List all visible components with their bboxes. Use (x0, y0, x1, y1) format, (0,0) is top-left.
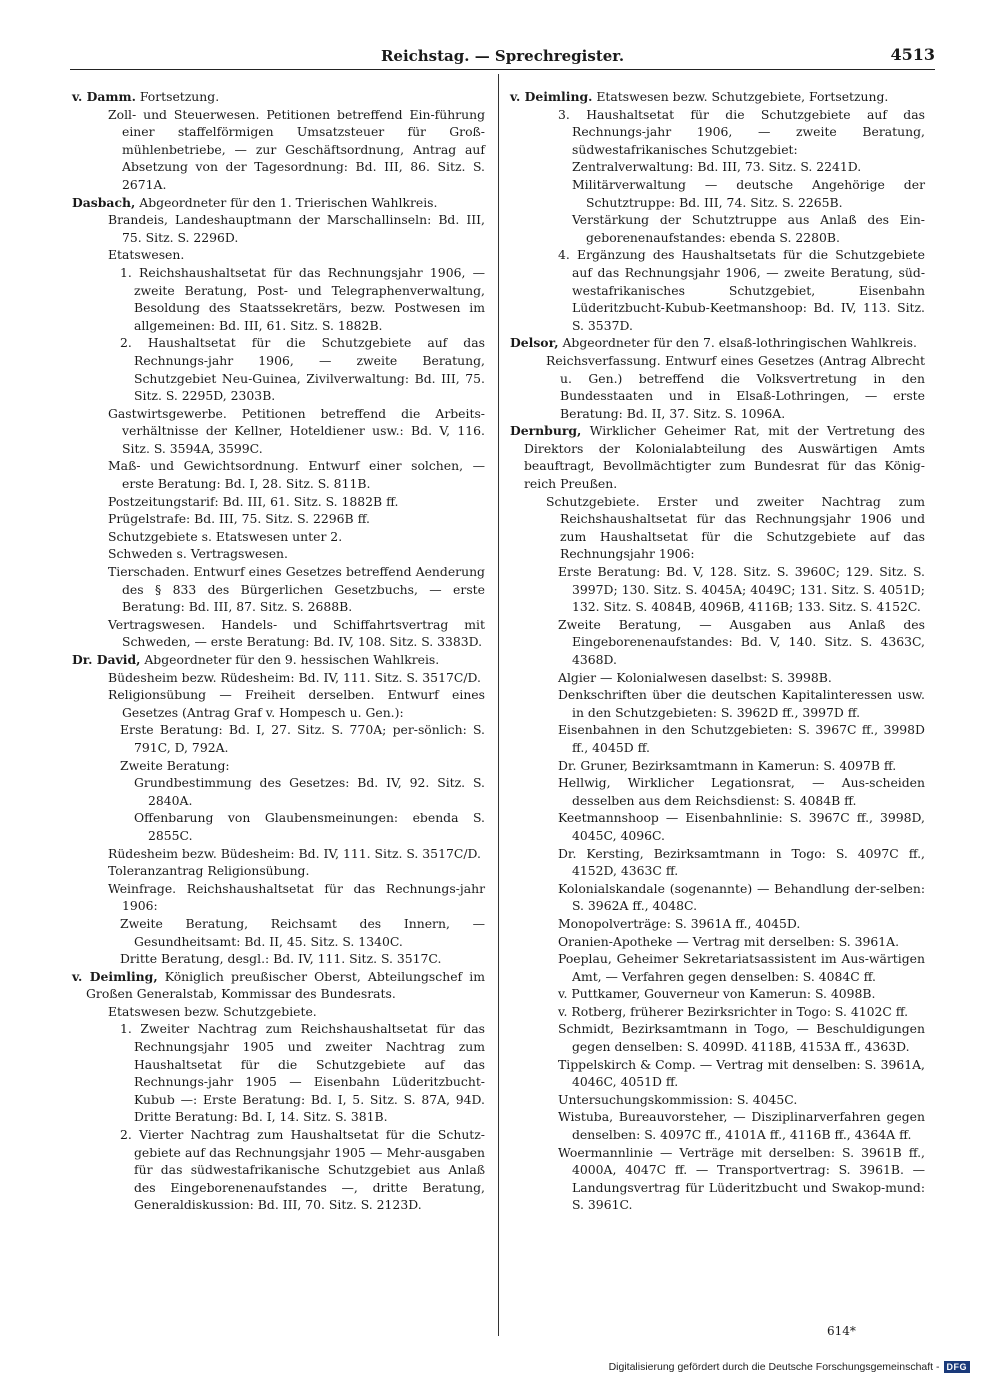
index-subentry (120, 334, 485, 404)
entry-text: Büdesheim bezw. Rüdesheim: Bd. IV, 111. Sitz. S. 3517C/D. (108, 669, 481, 685)
index-entry-head (72, 88, 485, 106)
page-header (70, 45, 935, 70)
entry-text: Vertragswesen. Handels- und Schiffahrtsvertrag mit Schweden, — erste Beratung: Bd. IV, 108. Sitz. S. 3383D. (108, 616, 485, 650)
entry-text: Erste Beratung: Bd. I, 27. Sitz. S. 770A; per-sönlich: S. 791C, D, 792A. (120, 722, 485, 755)
index-subentry (108, 616, 485, 651)
entry-text: Abgeordneter für den 1. Trierischen Wahlkreis. (135, 194, 438, 210)
index-subentry (108, 528, 485, 546)
entry-text: Abgeordneter für den 7. elsaß-lothringischen Wahlkreis. (558, 335, 917, 351)
index-subentry (558, 616, 925, 669)
index-subentry (572, 176, 925, 211)
index-entry-head (72, 651, 485, 669)
index-subentry (558, 669, 925, 687)
index-subentry (572, 211, 925, 246)
index-entry-head (510, 334, 925, 352)
index-subentry (558, 1003, 925, 1021)
entry-text: Schutzgebiete. Erster und zweiter Nachtrag zum Reichshaushaltsetat für das Rechnungsjahr 1906 und zum Haushaltsetat für die Schutzgebiete auf das Rechnungsjahr 1906: (546, 493, 925, 562)
entry-text: Abgeordneter für den 9. hessischen Wahlkreis. (140, 652, 440, 667)
entry-text: Brandeis, Landeshauptmann der Marschallinseln: Bd. III, 75. Sitz. S. 2296D. (108, 212, 485, 245)
entry-text: Wistuba, Bureauvorsteher, — Disziplinarverfahren gegen denselben: S. 4097C ff., 4101A ff., 4116B ff., 4364A ff. (558, 1109, 925, 1143)
entry-text: Zweite Beratung, — Ausgaben aus Anlaß des Eingeborenenaufstandes: Bd. V, 140. Sitz. S. 4363C, 4368D. (558, 616, 925, 667)
entry-text: Zoll- und Steuerwesen. Petitionen betreffend Ein-führung einer staffelförmigen Umsatzsteuer für Groß-mühlenbetriebe, — zur Geschäftsordnung, Antrag auf Absetzung von der Tagesordnung: Bd. III, 86. Sitz. S. 2671A. (108, 106, 485, 192)
index-subentry (546, 352, 925, 422)
entry-text: Prügelstrafe: Bd. III, 75. Sitz. S. 2296B ff. (108, 511, 370, 527)
entry-text: Algier — Kolonialwesen daselbst: S. 3998B. (558, 669, 832, 685)
index-subentry (108, 246, 485, 264)
speaker-name: v. Damm. (72, 89, 136, 104)
index-subentry (558, 686, 925, 721)
index-subentry (108, 686, 485, 721)
page-number: 4513 (890, 45, 935, 64)
index-subentry (558, 845, 925, 880)
index-subentry (558, 563, 925, 616)
index-subentry (558, 933, 925, 951)
entry-text: 3. Haushaltsetat für die Schutzgebiete auf das Rechnungs-jahr 1906, — zweite Beratung, südwestafrikanisches Schutzgebiet: (558, 106, 925, 157)
index-subentry (108, 493, 485, 511)
entry-text: 1. Zweiter Nachtrag zum Reichshaushaltsetat für das Rechnungsjahr 1905 und zweiter Nachtrag zum Haushaltsetat für die Schutzgebiete auf das Rechnungs-jahr 1905 — Eisenbahn Lüderitzbucht-Kubub —: Erste Beratung: Bd. I, 5. Sitz. S. 87A, 94D. Dritte Beratung: Bd. I, 14. Sitz. S. 381B. (120, 1021, 485, 1125)
entry-text: Oranien-Apotheke — Vertrag mit derselben: S. 3961A. (558, 933, 900, 949)
entry-text: 4. Ergänzung des Haushaltsetats für die Schutzgebiete auf das Rechnungsjahr 1906, — zweite Beratung, süd-westafrikanisches Schutzgebiet, Eisenbahn Lüderitzbucht-Kubub-Keetmanshoop: Bd. IV, 113. Sitz. S. 3537D. (558, 247, 925, 333)
index-subentry (558, 1091, 925, 1109)
speaker-name: Delsor, (510, 335, 559, 351)
index-subentry (120, 1126, 485, 1214)
entry-text: Weinfrage. Reichshaushaltsetat für das Rechnungs-jahr 1906: (108, 880, 485, 914)
entry-text: Kolonialskandale (sogenannte) — Behandlung der-selben: S. 3962A ff., 4048C. (558, 880, 925, 914)
index-subentry (108, 669, 485, 687)
index-subentry (108, 457, 485, 492)
entry-text: Denkschriften über die deutschen Kapitalinteressen usw. in den Schutzgebieten: S. 3962D ff., 3997D ff. (558, 687, 925, 720)
entry-text: Grundbestimmung des Gesetzes: Bd. IV, 92. Sitz. S. 2840A. (134, 775, 485, 808)
index-subentry (558, 1056, 925, 1091)
entry-text: Zweite Beratung, Reichsamt des Innern, — Gesundheitsamt: Bd. II, 45. Sitz. S. 1340C. (120, 915, 485, 949)
entry-text: Religionsübung — Freiheit derselben. Entwurf eines Gesetzes (Antrag Graf v. Hompesch u. Gen.): (108, 687, 485, 720)
entry-text: Schweden s. Vertragswesen. (108, 546, 288, 562)
entry-text: Untersuchungskommission: S. 4045C. (558, 1091, 798, 1107)
index-subentry (558, 880, 925, 915)
entry-text: Wirklicher Geheimer Rat, mit der Vertretung des Direktors der Kolonialabteilung des Auswärtigen Amts beauftragt, Bevollmächtigter zum Bundesrat für das König-reich Preußen. (524, 423, 925, 492)
entry-text: Postzeitungstarif: Bd. III, 61. Sitz. S. 1882B ff. (108, 493, 399, 509)
entry-text: Dr. Kersting, Bezirksamtmann in Togo: S. 4097C ff., 4152D, 4363C ff. (558, 845, 925, 879)
digitization-footer (609, 1361, 970, 1373)
entry-text: Poeplau, Geheimer Sekretariatsassistent im Aus-wärtigen Amt, — Verfahren gegen denselben: S. 4084C ff. (558, 951, 925, 984)
entry-text: Keetmannshoop — Eisenbahnlinie: S. 3967C ff., 3998D, 4045C, 4096C. (558, 810, 925, 843)
entry-text: Etatswesen. (108, 247, 185, 263)
index-subentry (134, 774, 485, 809)
entry-text: v. Rotberg, früherer Bezirksrichter in Togo: S. 4102C ff. (558, 1003, 909, 1019)
index-subentry (546, 493, 925, 563)
entry-text: Offenbarung von Glaubensmeinungen: ebenda S. 2855C. (134, 810, 485, 843)
footer-text: Digitalisierung gefördert durch die Deutsche Forschungsgemeinschaft - (608, 1361, 940, 1373)
entry-text: v. Puttkamer, Gouverneur von Kamerun: S. 4098B. (558, 986, 876, 1002)
entry-text: Verstärkung der Schutztruppe aus Anlaß des Ein-geborenenaufstandes: ebenda S. 2280B. (572, 212, 925, 245)
entry-text: Eisenbahnen in den Schutzgebieten: S. 3967C ff., 3998D ff., 4045D ff. (558, 722, 925, 755)
signature-mark: 614* (827, 1324, 856, 1338)
index-subentry (120, 757, 485, 775)
running-title: Reichstag. — Sprechregister. (380, 47, 625, 65)
index-entry-head (72, 968, 485, 1003)
entry-text: Dritte Beratung, desgl.: Bd. IV, 111. Sitz. S. 3517C. (120, 951, 442, 967)
index-entry-head (72, 194, 485, 212)
entry-text: Toleranzantrag Religionsübung. (108, 863, 310, 879)
entry-text: Gastwirtsgewerbe. Petitionen betreffend die Arbeits-verhältnisse der Kellner, Hoteldiener usw.: Bd. V, 116. Sitz. S. 3594A, 3599C. (108, 405, 485, 456)
index-subentry (558, 950, 925, 985)
index-subentry (558, 1108, 925, 1143)
index-subentry (108, 211, 485, 246)
index-subentry (558, 1144, 925, 1214)
entry-text: Monopolverträge: S. 3961A ff., 4045D. (558, 915, 801, 931)
entry-text: 2. Haushaltsetat für die Schutzgebiete auf das Rechnungs-jahr 1906, — zweite Beratung, Schutzgebiet Neu-Guinea, Zivilverwaltung: Bd. III, 75. Sitz. S. 2295D, 2303B. (120, 335, 485, 404)
entry-text: Maß- und Gewichtsordnung. Entwurf einer solchen, — erste Beratung: Bd. I, 28. Sitz. S. 811B. (108, 458, 485, 492)
right-column (510, 88, 925, 1214)
column-divider (498, 74, 499, 1336)
index-subentry (558, 915, 925, 933)
index-subentry (108, 510, 485, 528)
entry-text: Woermannlinie — Verträge mit derselben: S. 3961B ff., 4000A, 4047C ff. — Transportvertrag: S. 3961B. — Landungsvertrag für Lüderitzbucht und Swakop-mund: S. 3961C. (558, 1144, 925, 1213)
speaker-name: Dernburg, (510, 423, 582, 439)
index-subentry (108, 106, 485, 194)
index-subentry (108, 862, 485, 880)
index-entry-head (510, 422, 925, 492)
entry-text: Tippelskirch & Comp. — Vertrag mit denselben: S. 3961A, 4046C, 4051D ff. (558, 1056, 925, 1090)
left-column (72, 88, 485, 1214)
index-subentry (558, 106, 925, 159)
entry-text: Militärverwaltung — deutsche Angehörige der Schutztruppe: Bd. III, 74. Sitz. S. 2265B. (572, 176, 925, 210)
entry-text: Dr. Gruner, Bezirksamtmann in Kamerun: S. 4097B ff. (558, 757, 897, 773)
entry-text: Reichsverfassung. Entwurf eines Gesetzes (Antrag Albrecht u. Gen.) betreffend die Volksvertretung in den Bundesstaaten und in Elsaß-Lothringen, — erste Beratung: Bd. II, 37. Sitz. S. 1096A. (546, 352, 925, 421)
entry-text: Schmidt, Bezirksamtmann in Togo, — Beschuldigungen gegen denselben: S. 4099D. 4118B, 4153A ff., 4363D. (558, 1021, 925, 1055)
index-subentry (558, 1020, 925, 1055)
index-subentry (120, 1020, 485, 1126)
entry-text: Schutzgebiete s. Etatswesen unter 2. (108, 528, 343, 544)
index-subentry (120, 915, 485, 950)
speaker-name: Dr. David, (72, 652, 141, 667)
index-subentry (120, 721, 485, 756)
index-subentry (558, 757, 925, 775)
index-subentry (108, 563, 485, 616)
entry-text: Tierschaden. Entwurf eines Gesetzes betreffend Aenderung des § 833 des Bürgerlichen Gesetzbuchs, — erste Beratung: Bd. III, 87. Sitz. S. 2688B. (108, 564, 485, 615)
index-subentry (120, 264, 485, 334)
index-subentry (558, 985, 925, 1003)
index-subentry (558, 774, 925, 809)
index-subentry (558, 809, 925, 844)
index-subentry (120, 950, 485, 968)
entry-text: Königlich preußischer Oberst, Abteilungschef im Großen Generalstab, Kommissar des Bundesrats. (86, 968, 485, 1002)
entry-text: Erste Beratung: Bd. V, 128. Sitz. S. 3960C; 129. Sitz. S. 3997D; 130. Sitz. S. 4045A; 4049C; 131. Sitz. S. 4051D; 132. Sitz. S. 4084B, 4096B, 4116B; 133. Sitz. S. 4152C. (558, 564, 925, 615)
entry-text: 1. Reichshaushaltsetat für das Rechnungsjahr 1906, — zweite Beratung, Post- und Telegraphenverwaltung, Besoldung des Staatssekretärs, bezw. Postwesen im allgemeinen: Bd. III, 61. Sitz. S. 1882B. (120, 264, 485, 333)
index-subentry (572, 158, 925, 176)
entry-text: 2. Vierter Nachtrag zum Haushaltsetat für die Schutz-gebiete auf das Rechnungsjahr 1905 — Mehr-ausgaben für das südwestafrikanische Schutzgebiet aus Anlaß des Eingeborenenaufstandes —, dritte Beratung, Generaldiskussion: Bd. III, 70. Sitz. S. 2123D. (120, 1127, 485, 1213)
index-entry-head (510, 88, 925, 106)
entry-text: Zweite Beratung: (120, 757, 230, 773)
speaker-name: v. Deimling. (510, 89, 593, 104)
index-subentry (558, 721, 925, 756)
entry-text: Fortsetzung. (135, 89, 220, 104)
index-subentry (108, 545, 485, 563)
dfg-logo-icon: DFG (944, 1361, 971, 1373)
entry-text: Hellwig, Wirklicher Legationsrat, — Aus-scheiden desselben aus dem Reichsdienst: S. 4084B ff. (558, 775, 925, 808)
index-subentry (558, 246, 925, 334)
index-subentry (108, 405, 485, 458)
entry-text: Rüdesheim bezw. Büdesheim: Bd. IV, 111. Sitz. S. 3517C/D. (108, 845, 481, 861)
speaker-name: Dasbach, (72, 194, 136, 210)
entry-text: Etatswesen bezw. Schutzgebiete. (108, 1003, 317, 1019)
index-subentry (108, 845, 485, 863)
index-subentry (108, 880, 485, 915)
entry-text: Etatswesen bezw. Schutzgebiete, Fortsetzung. (592, 89, 889, 104)
index-subentry (134, 809, 485, 844)
index-subentry (108, 1003, 485, 1021)
entry-text: Zentralverwaltung: Bd. III, 73. Sitz. S. 2241D. (572, 159, 862, 175)
speaker-name: v. Deimling, (72, 968, 158, 984)
